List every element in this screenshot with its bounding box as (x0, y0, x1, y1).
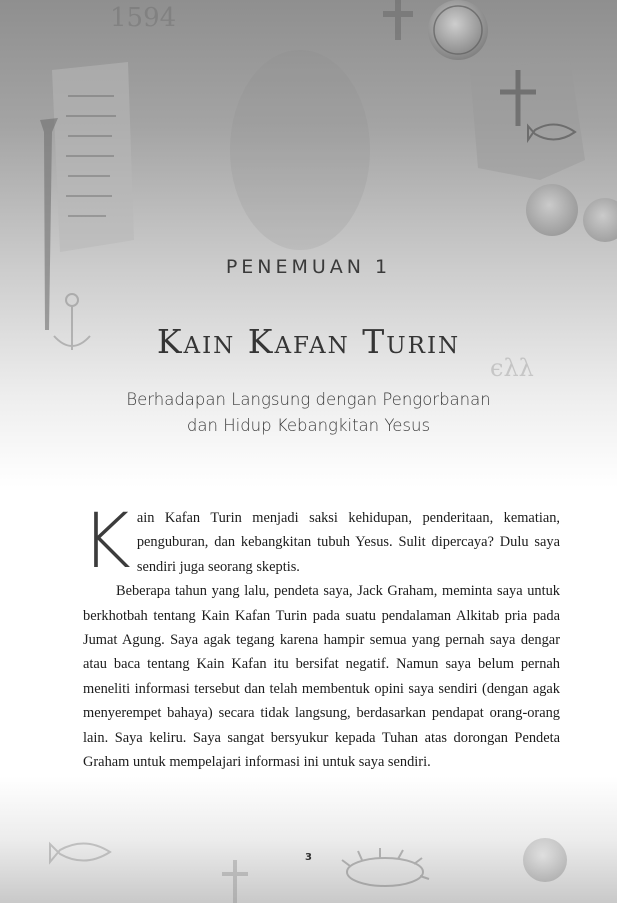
carved-inscription: 1594 (110, 3, 177, 33)
stone-tablet (470, 60, 585, 180)
greek-inscription: ϵλλ (490, 354, 534, 382)
roman-coin-right (526, 184, 578, 236)
body-text (81, 496, 560, 774)
paragraph-2: Beberapa tahun yang lalu, pendeta saya, Jack Graham, meminta saya untuk berkhotbah tentang Kain Kafan Turin pada suatu pendalaman Alkitab pria pada Jumat Agung. Saya agak tegang karena hampir semua yang pernah saya dengar atau baca tentang Kain Kafan itu bersifat negatif. Namun saya belum pernah meneliti informasi tersebut dan telah membentuk opini saya sendiri (dengan agak menyerempet bahaya) secara tidak langsung, berdasarkan pendapat orang-orang lain. Saya keliru. Saya sangat bersyukur kepada Tuhan atas dorongan Pendeta Graham untuk mempelajari informasi ini untuk saya sendiri. (83, 583, 560, 771)
chapter-subtitle-line-1: Berhadapan Langsung dengan Pengorbanan (126, 390, 491, 409)
shroud-face (230, 50, 370, 250)
chapter-title: Kain Kafan Turin (156, 322, 461, 361)
chapter-subtitle-line-2: dan Hidup Kebangkitan Yesus (186, 416, 431, 435)
roman-coin-top (428, 0, 488, 60)
parchment-scroll (52, 62, 134, 252)
paragraph-1 (81, 496, 560, 585)
chapter-label: PENEMUAN 1 (225, 256, 392, 278)
paragraph-1-text: ain Kafan Turin menjadi saksi kehidupan, penderitaan, kematian, penguburan, dan kebangkitan tubuh Yesus. Sulit dipercaya? Dulu saya sendiri juga seorang skeptis. (136, 510, 560, 575)
drop-cap: K (81, 496, 131, 585)
page-number: 3 (305, 852, 312, 863)
